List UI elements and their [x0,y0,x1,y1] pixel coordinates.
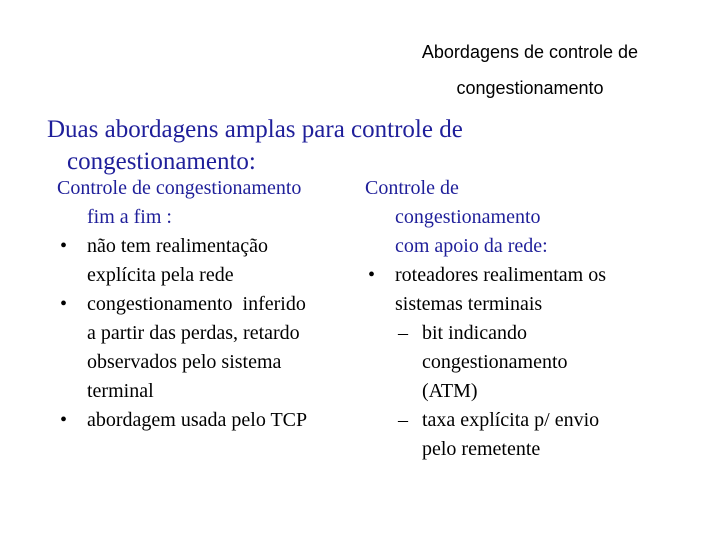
bullet-line: observados pelo sistema [87,351,282,373]
bullet-line: terminal [87,380,154,402]
subitem-line: (ATM) [422,380,478,402]
left-heading [57,174,357,232]
slide-title [370,34,690,106]
bullet-line: explícita pela rede [87,264,234,286]
left-heading-line-2: fim a fim : [87,206,172,228]
bullet-line: • roteadores realimentam os [395,264,607,286]
right-heading-line-3: com apoio da rede: [395,235,548,257]
right-column [365,174,665,464]
subitem-line: congestionamento [422,351,568,373]
title-line-2: congestionamento [456,78,604,98]
title-line-1: Abordagens de controle de [421,42,639,62]
left-bullet-2 [57,290,357,406]
lead-line-1: Duas abordagens amplas para controle de [47,116,463,143]
bullet-line: • congestionamento inferido [87,293,306,315]
subitem-line: – taxa explícita p/ envio [422,409,600,431]
right-subitem-1 [365,319,665,406]
right-heading [365,174,665,261]
bullet-line: • não tem realimentação [87,235,269,257]
right-heading-line-2: congestionamento [395,206,541,228]
lead-text [47,114,567,178]
subitem-line: pelo remetente [422,438,541,460]
lead-line-2: congestionamento: [67,148,256,175]
left-bullet-1 [57,232,357,290]
bullet-line: • abordagem usada pelo TCP [87,409,308,431]
right-subitem-2 [365,406,665,464]
bullet-line: sistemas terminais [395,293,543,315]
right-bullet-1 [365,261,665,319]
subitem-line: – bit indicando [422,322,527,344]
bullet-line: a partir das perdas, retardo [87,322,300,344]
left-bullet-3 [57,406,357,435]
left-heading-line-1: Controle de congestionamento [57,177,302,199]
right-heading-line-1: Controle de [365,177,459,199]
left-column [57,174,357,435]
